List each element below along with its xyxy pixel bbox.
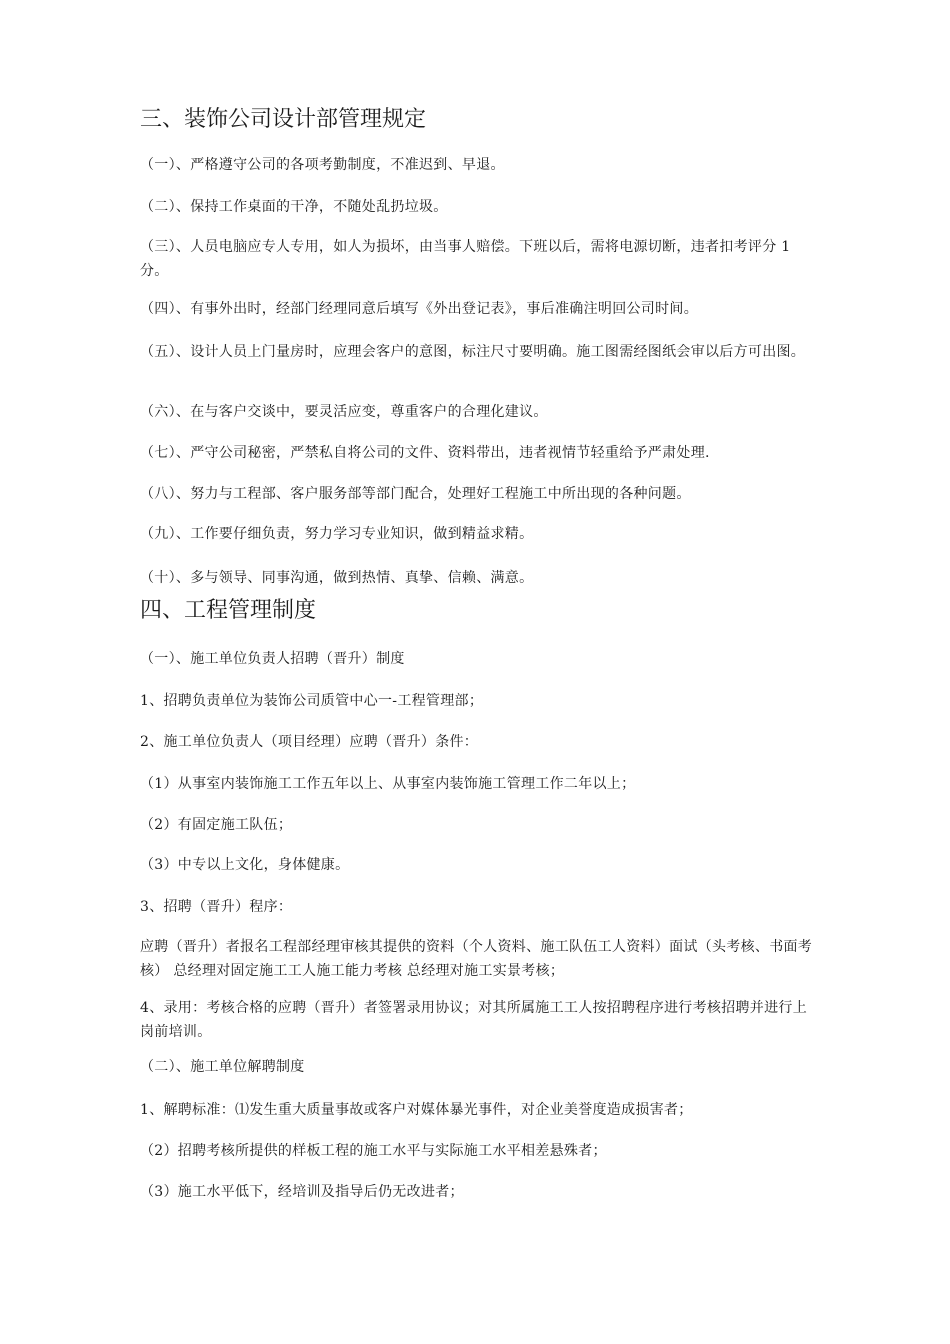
section-4-item-1: （一）、施工单位负责人招聘（晋升）制度	[140, 651, 405, 667]
section-4-item-10: （二）、施工单位解聘制度	[140, 1059, 305, 1075]
section-4-item-3: 2、施工单位负责人（项目经理）应聘（晋升）条件：	[140, 734, 479, 750]
section-4-item-4: （1）从事室内装饰施工工作五年以上、从事室内装饰施工管理工作二年以上；	[140, 776, 636, 792]
section-4-item-2: 1、招聘负责单位为装饰公司质管中心一-工程管理部；	[140, 693, 484, 709]
section-4-item-9: 4、录用：考核合格的应聘（晋升）者签署录用协议；对其所属施工工人按招聘程序进行考核招聘并进行上岗前培训。	[140, 1000, 808, 1040]
section-3-item-3: （三）、人员电脑应专人专用，如人为损坏，由当事人赔偿。下班以后，需将电源切断，违者扣考评分 1 分。	[140, 239, 791, 279]
section-4-item-7: 3、招聘（晋升）程序：	[140, 899, 293, 915]
section-3-item-4: （四）、有事外出时，经部门经理同意后填写《外出登记表》，事后准确注明回公司时间。	[140, 301, 698, 317]
section-3-item-8: （八）、努力与工程部、客户服务部等部门配合，处理好工程施工中所出现的各种问题。	[140, 486, 691, 502]
section-3-item-9: （九）、工作要仔细负责，努力学习专业知识，做到精益求精。	[140, 526, 534, 542]
section-3-item-10: （十）、多与领导、同事沟通，做到热情、真挚、信赖、满意。	[140, 570, 534, 586]
section-3-item-7: （七）、严守公司秘密，严禁私自将公司的文件、资料带出，违者视情节轻重给予严肃处理.	[140, 445, 710, 461]
section-4-item-11: 1、解聘标准：⑴发生重大质量事故或客户对媒体暴光事件，对企业美誉度造成损害者；	[140, 1102, 693, 1118]
section-3-item-5: （五）、设计人员上门量房时，应理会客户的意图，标注尺寸要明确。施工图需经图纸会审以后方可出图。	[140, 344, 806, 360]
section-4-item-5: （2）有固定施工队伍；	[140, 817, 293, 833]
section-3-item-2: （二）、保持工作桌面的干净，不随处乱扔垃圾。	[140, 199, 448, 215]
section-3-item-1: （一）、严格遵守公司的各项考勤制度，不准迟到、早退。	[140, 157, 505, 173]
section-4-item-13: （3）施工水平低下，经培训及指导后仍无改进者；	[140, 1184, 464, 1200]
section-4-item-12: （2）招聘考核所提供的样板工程的施工水平与实际施工水平相差悬殊者；	[140, 1143, 607, 1159]
section-3-item-6: （六）、在与客户交谈中，要灵活应变，尊重客户的合理化建议。	[140, 404, 548, 420]
section-4-item-6: （3）中专以上文化，身体健康。	[140, 857, 350, 873]
section-3-title: 三、装饰公司设计部管理规定	[140, 107, 427, 132]
section-4-item-8: 应聘（晋升）者报名工程部经理审核其提供的资料（个人资料、施工队伍工人资料）面试（头考核、书面考核） 总经理对固定施工工人施工能力考核 总经理对施工实景考核；	[140, 939, 813, 979]
section-4-title: 四、工程管理制度	[140, 598, 317, 623]
